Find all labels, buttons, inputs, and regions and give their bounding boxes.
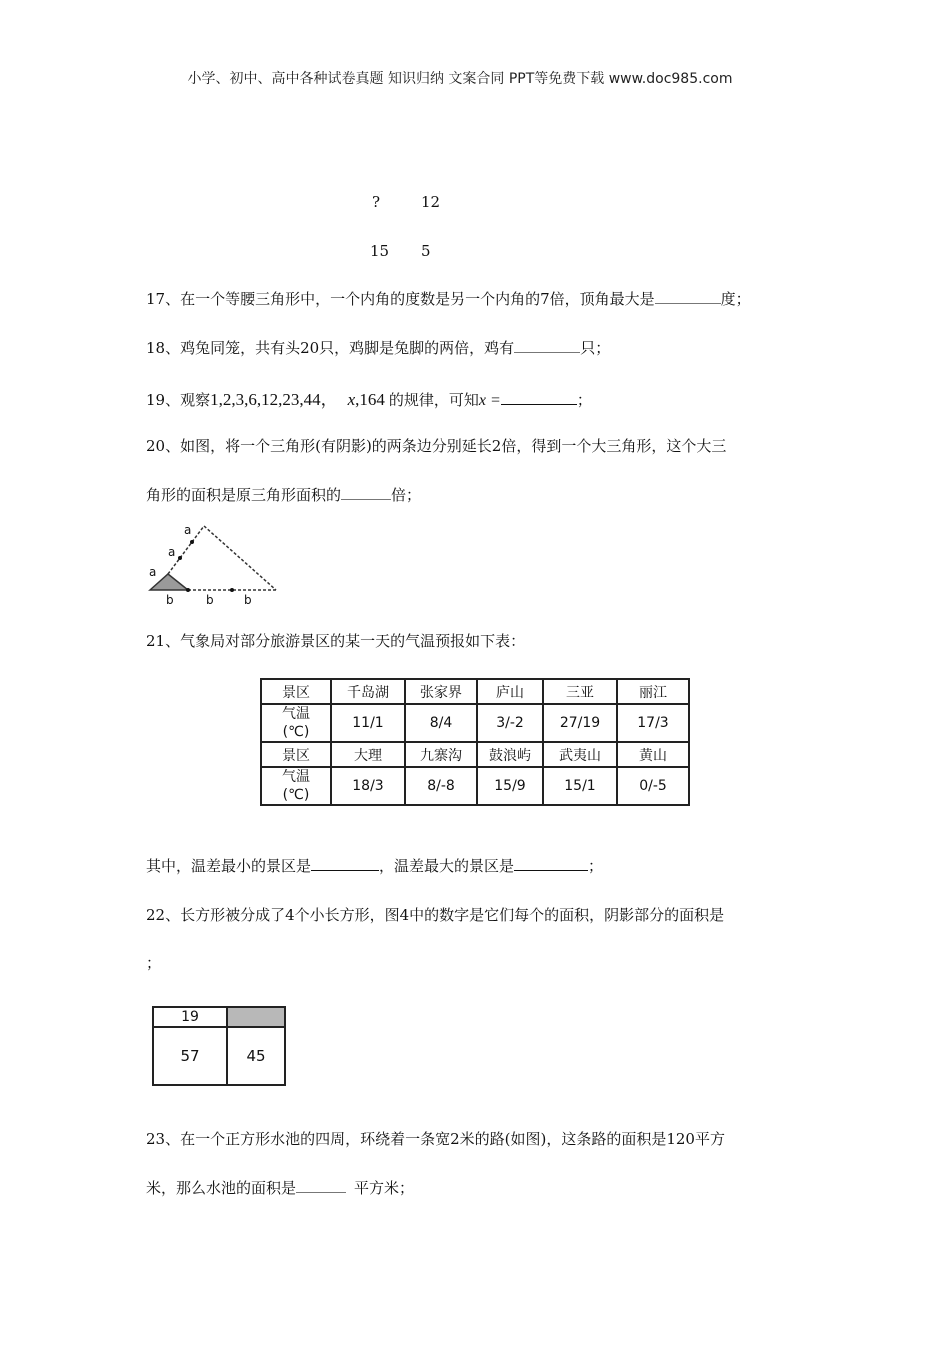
triangle-figure [144,518,284,610]
question-18-suffix: 只； [580,339,611,357]
question-19-prefix: 19、观察 [146,391,211,409]
table-label-temp-line2: (℃) [282,724,310,740]
number-grid-bottom-right: 5 [421,242,431,260]
question-20-answer-blank[interactable] [341,499,391,500]
tick-dot-b2 [230,588,234,592]
question-17-suffix: 度； [720,290,751,308]
table-row [261,679,689,704]
table-cell: 18/3 [331,767,405,805]
question-17 [146,288,751,309]
table-label-temp [261,767,331,805]
question-21-answer-prefix: 其中，温差最小的景区是 [146,857,312,875]
question-17-answer-blank[interactable] [655,303,721,304]
table-row [261,767,689,805]
table-cell: 11/1 [331,704,405,742]
weather-table [260,678,690,806]
table-cell: 8/-8 [405,767,477,805]
table-label-temp-line2: (℃) [282,787,310,803]
question-21-answer-suffix: ； [588,857,604,875]
table-cell: 0/-5 [617,767,689,805]
table-cell: 大理 [331,742,405,767]
table-label-temp-line1: 气温 [282,769,310,785]
label-b3: b [244,593,252,607]
table-cell: 张家界 [405,679,477,704]
question-22-line2: ； [146,954,162,972]
table-row [261,742,689,767]
table-cell: 27/19 [543,704,617,742]
tick-dot-a2 [190,540,194,544]
rectangle-figure [152,1006,286,1086]
table-cell: 黄山 [617,742,689,767]
question-19-sequence: 1,2,3,6,12,23,44， [210,390,338,409]
table-cell: 九寨沟 [405,742,477,767]
question-19-equation: x = [478,392,501,409]
tick-dot-b [186,588,190,592]
question-19-answer-blank[interactable] [501,404,577,405]
question-19-variable: x [347,390,356,409]
question-20-text: 角形的面积是原三角形面积的 [146,486,342,504]
number-grid-top-right: 12 [421,193,441,211]
question-23-answer-blank[interactable] [296,1192,346,1193]
table-cell: 千岛湖 [331,679,405,704]
question-19-sequence-end: ,164 [355,390,385,409]
question-21-answer-middle: ，温差最大的景区是 [379,857,515,875]
table-cell: 鼓浪屿 [477,742,543,767]
question-21-answer [146,855,603,876]
table-row [261,704,689,742]
question-21-answer-blank-1[interactable] [311,870,379,871]
label-a2: a [168,545,176,559]
question-23-line1: 23、在一个正方形水池的四周，环绕着一条宽2米的路(如图)，这条路的面积是120平方 [146,1130,725,1148]
question-18 [146,337,610,358]
number-grid-top-left: ? [372,193,381,211]
number-grid-bottom-left: 15 [370,242,390,260]
table-cell: 15/1 [543,767,617,805]
question-20-suffix: 倍； [391,486,422,504]
table-label-temp [261,704,331,742]
question-20-line2 [146,484,421,505]
rect-cell-shaded [228,1008,284,1028]
table-label-temp-line1: 气温 [282,706,310,722]
question-23-prefix: 米，那么水池的面积是 [146,1179,297,1197]
tick-dot-a [178,556,182,560]
question-17-text: 17、在一个等腰三角形中，一个内角的度数是另一个内角的7倍，顶角最大是 [146,290,655,308]
question-18-text: 18、鸡兔同笼，共有头20只，鸡脚是兔脚的两倍，鸡有 [146,339,515,357]
label-a1: a [149,565,157,579]
table-cell: 8/4 [405,704,477,742]
question-18-answer-blank[interactable] [514,352,580,353]
table-cell: 17/3 [617,704,689,742]
rect-cell-bottom-left: 57 [154,1028,228,1084]
label-b2: b [206,593,214,607]
rect-cell-top-left: 19 [154,1008,228,1028]
question-23-line2 [146,1177,414,1198]
question-19 [146,385,592,410]
table-cell: 武夷山 [543,742,617,767]
page-header: 小学、初中、高中各种试卷真题 知识归纳 文案合同 PPT等免费下载 www.doc985.com [187,71,733,87]
question-21-answer-blank-2[interactable] [514,870,588,871]
table-cell: 三亚 [543,679,617,704]
triangle-figure-background [144,518,284,610]
question-22-line1: 22、长方形被分成了4个小长方形，图4中的数字是它们每个的面积，阴影部分的面积是 [146,906,725,924]
table-cell: 3/-2 [477,704,543,742]
question-20-line1: 20、如图，将一个三角形(有阴影)的两条边分别延长2倍，得到一个大三角形，这个大三 [146,437,727,455]
label-a3: a [184,523,192,537]
question-21: 21、气象局对部分旅游景区的某一天的气温预报如下表： [146,632,526,650]
table-label-spot: 景区 [261,742,331,767]
table-cell: 庐山 [477,679,543,704]
question-19-middle: 的规律，可知 [388,391,479,409]
question-23-suffix: 平方米； [354,1179,415,1197]
rect-cell-bottom-right: 45 [246,1047,266,1065]
table-cell: 15/9 [477,767,543,805]
table-label-spot: 景区 [261,679,331,704]
label-b1: b [166,593,174,607]
question-19-suffix: ； [576,391,592,409]
table-cell: 丽江 [617,679,689,704]
